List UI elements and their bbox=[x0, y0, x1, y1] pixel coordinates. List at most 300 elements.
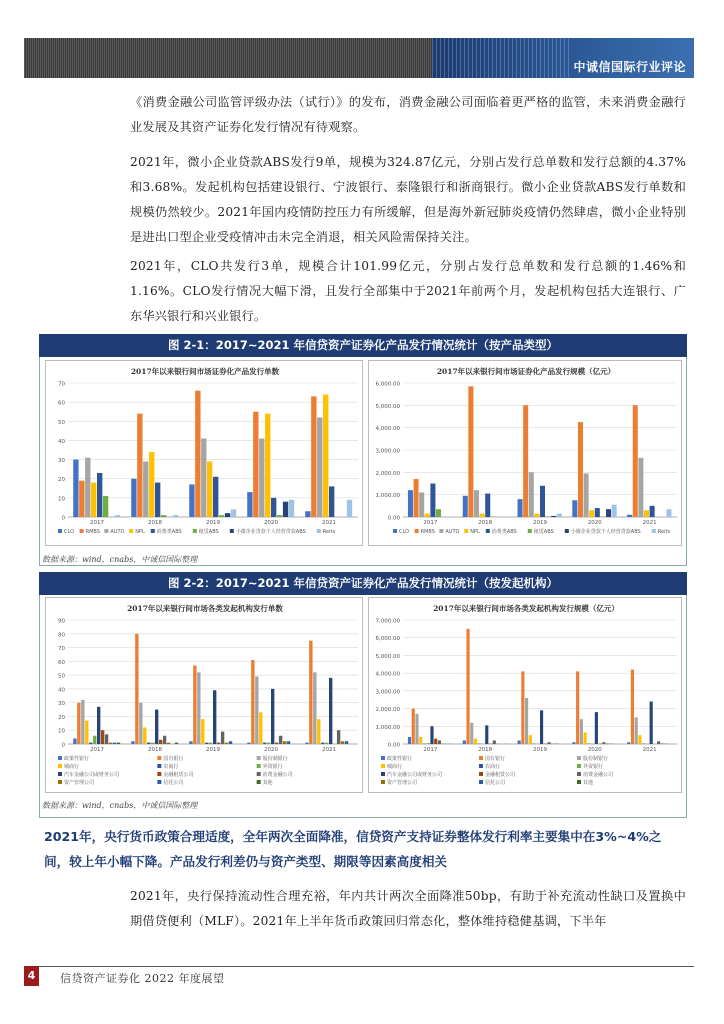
legend-label: 汽车金融公司或财务公司 bbox=[387, 772, 443, 778]
bar-2018-2 bbox=[470, 723, 473, 744]
bar-2019-1 bbox=[195, 391, 200, 517]
x-tick-label: 2019 bbox=[533, 747, 547, 753]
bar-2021-3 bbox=[638, 735, 641, 744]
bar-2018-4 bbox=[155, 483, 160, 517]
legend-swatch bbox=[58, 772, 62, 776]
legend-label: 资产管理公司 bbox=[64, 780, 95, 786]
bar-2021-1 bbox=[309, 641, 312, 744]
bar-2020-6 bbox=[595, 712, 598, 744]
y-tick-label: 0 bbox=[61, 742, 65, 749]
x-tick-label: 2020 bbox=[264, 520, 278, 526]
bar-2019-2 bbox=[525, 698, 528, 744]
bar-2017-1 bbox=[79, 481, 84, 517]
bar-2020-0 bbox=[247, 492, 252, 517]
bar-2020-9 bbox=[283, 741, 286, 744]
page-number: 4 bbox=[24, 966, 39, 986]
bar-2020-7 bbox=[275, 743, 278, 744]
y-tick-label: 10 bbox=[58, 496, 65, 503]
legend-swatch bbox=[257, 756, 261, 760]
legend-swatch bbox=[104, 529, 108, 533]
bar-2020-6 bbox=[283, 502, 288, 517]
bar-2021-3 bbox=[323, 394, 328, 517]
legend-swatch bbox=[157, 772, 161, 776]
bar-2017-1 bbox=[414, 479, 419, 517]
y-tick-label: 3,000.00 bbox=[375, 448, 400, 455]
bar-2021-1 bbox=[633, 405, 638, 517]
bar-2020-4 bbox=[595, 508, 600, 517]
chart-title: 2017年以来银行间市场各类发起机构发行单数 bbox=[127, 604, 283, 613]
y-tick-label: 1,000.00 bbox=[375, 724, 400, 731]
bar-2017-8 bbox=[438, 740, 441, 744]
bar-2020-2 bbox=[580, 719, 583, 744]
legend-swatch bbox=[157, 780, 161, 784]
bar-2019-8 bbox=[221, 732, 224, 744]
legend-swatch bbox=[381, 772, 385, 776]
y-tick-label: 20 bbox=[58, 477, 65, 484]
legend-label: 国有银行 bbox=[163, 756, 184, 762]
y-tick-label: 6,000.00 bbox=[375, 636, 400, 643]
legend-swatch bbox=[464, 529, 468, 533]
x-tick-label: 2018 bbox=[478, 747, 493, 753]
bar-2020-7 bbox=[612, 505, 617, 517]
bar-2018-0 bbox=[463, 496, 468, 517]
bar-2020-1 bbox=[576, 671, 579, 744]
figure-2-source: 数据来源：wind，cnabs，中诚信国际整理 bbox=[42, 801, 198, 810]
bar-2019-3 bbox=[529, 735, 532, 744]
legend-label: 消费金融公司 bbox=[583, 772, 614, 778]
legend-swatch bbox=[381, 756, 385, 760]
bar-2020-3 bbox=[584, 732, 587, 744]
legend-label: 外资银行 bbox=[262, 764, 283, 770]
y-tick-label: 5,000.00 bbox=[375, 403, 400, 410]
y-tick-label: 20 bbox=[58, 714, 65, 721]
bar-2018-7 bbox=[173, 515, 178, 517]
bar-2020-1 bbox=[578, 422, 583, 517]
legend-label: Reits bbox=[657, 529, 671, 535]
legend-label: 金融租赁公司 bbox=[163, 772, 194, 778]
figure-2-title: 图 2-2：2017~2021 年信贷资产证券化产品发行情况统计（按发起机构） bbox=[39, 572, 687, 595]
bar-2017-8 bbox=[105, 734, 108, 744]
bar-2020-6 bbox=[271, 689, 274, 744]
legend-label: 消费类ABS bbox=[491, 529, 517, 535]
legend-label: 小微企业贷款个人经营贷款ABS bbox=[235, 529, 306, 535]
bar-2018-8 bbox=[493, 740, 496, 744]
bar-2019-6 bbox=[540, 710, 543, 744]
bar-2017-7 bbox=[101, 730, 104, 744]
bar-2021-0 bbox=[305, 511, 310, 517]
legend-label: 政策性银行 bbox=[64, 756, 90, 762]
legend-swatch bbox=[528, 529, 532, 533]
bar-2018-8 bbox=[163, 736, 166, 744]
x-tick-label: 2020 bbox=[587, 747, 602, 753]
legend-label: 其他 bbox=[583, 780, 594, 786]
bar-2019-0 bbox=[518, 499, 523, 517]
bar-2021-4 bbox=[321, 743, 324, 744]
legend-label: CLO bbox=[64, 529, 75, 535]
bar-2021-1 bbox=[631, 670, 634, 744]
bar-2020-8 bbox=[602, 742, 605, 744]
legend-label: RMBS bbox=[85, 529, 100, 535]
legend-label: 股份制银行 bbox=[262, 756, 288, 762]
legend-label: 外资银行 bbox=[583, 764, 604, 770]
bar-2017-3 bbox=[85, 721, 88, 744]
y-tick-label: 3,000.00 bbox=[375, 689, 400, 696]
legend-swatch bbox=[58, 764, 62, 768]
bar-2017-7 bbox=[434, 739, 437, 744]
bar-2020-6 bbox=[606, 509, 611, 517]
bar-2021-6 bbox=[329, 678, 332, 744]
bar-2017-2 bbox=[81, 700, 84, 744]
bar-2021-2 bbox=[638, 458, 643, 517]
bar-2020-5 bbox=[267, 743, 270, 744]
bar-2019-10 bbox=[229, 741, 232, 744]
bar-2018-3 bbox=[143, 727, 146, 744]
figure-1-title: 图 2-1：2017~2021 年信贷资产证券化产品发行情况统计（按产品类型） bbox=[39, 334, 687, 357]
y-tick-label: 80 bbox=[58, 632, 65, 639]
bar-2021-4 bbox=[650, 506, 655, 517]
highlight-paragraph: 2021年，央行货币政策合理适度，全年两次全面降准，信贷资产支持证券整体发行利率主要集中在3%~4%之间，较上年小幅下降。产品发行利差仍与资产类型、期限等因素高度相关 bbox=[44, 829, 662, 869]
bar-2018-0 bbox=[463, 740, 466, 744]
bar-2019-4 bbox=[540, 486, 545, 517]
bar-2018-1 bbox=[137, 414, 142, 517]
chart-1-panel bbox=[45, 360, 363, 546]
bar-2019-1 bbox=[521, 671, 524, 744]
chart-3-units-by-issuer bbox=[46, 598, 364, 794]
legend-swatch bbox=[157, 756, 161, 760]
legend-swatch bbox=[151, 529, 155, 533]
x-tick-label: 2018 bbox=[148, 520, 162, 526]
bar-2019-5 bbox=[219, 515, 224, 517]
legend-swatch bbox=[257, 780, 261, 784]
bar-2021-3 bbox=[317, 719, 320, 744]
bar-2018-1 bbox=[466, 629, 469, 744]
legend-label: 资产管理公司 bbox=[387, 780, 418, 786]
legend-swatch bbox=[577, 764, 581, 768]
legend-label: 汽车金融公司或财务公司 bbox=[64, 772, 120, 778]
legend-swatch bbox=[577, 756, 581, 760]
bar-2019-6 bbox=[213, 690, 216, 744]
bar-2018-5 bbox=[161, 515, 166, 517]
legend-label: 租赁ABS bbox=[198, 529, 219, 535]
y-tick-label: 30 bbox=[58, 701, 65, 708]
legend-swatch bbox=[317, 529, 321, 533]
y-tick-label: 4,000.00 bbox=[375, 426, 400, 433]
y-tick-label: 50 bbox=[58, 673, 65, 680]
bar-2020-3 bbox=[589, 510, 594, 517]
bar-2018-11 bbox=[175, 743, 178, 744]
bar-2018-3 bbox=[149, 452, 154, 517]
x-tick-label: 2021 bbox=[642, 747, 657, 753]
bar-2021-2 bbox=[313, 672, 316, 744]
chart-title: 2017年以来银行间市场各类发起机构发行规模（亿元） bbox=[433, 604, 619, 613]
legend-label: 消费金融公司 bbox=[262, 772, 293, 778]
legend-label: AUTO bbox=[110, 529, 125, 535]
header-title: 中诚信国际行业评论 bbox=[573, 60, 686, 74]
bar-2019-1 bbox=[523, 405, 528, 517]
bar-2019-0 bbox=[518, 740, 521, 744]
bar-2021-0 bbox=[627, 515, 632, 517]
bar-2018-1 bbox=[135, 634, 138, 744]
bar-2020-2 bbox=[259, 439, 264, 517]
bar-2017-2 bbox=[85, 458, 90, 517]
figure-1-source: 数据来源：wind，cnabs，中诚信国际整理 bbox=[42, 555, 198, 564]
y-tick-label: 60 bbox=[58, 400, 65, 407]
chart-2-volume-by-product bbox=[369, 361, 683, 547]
chart-1-units-by-product bbox=[46, 361, 364, 547]
bar-2021-9 bbox=[661, 743, 664, 744]
legend-swatch bbox=[577, 772, 581, 776]
y-tick-label: 0.00 bbox=[387, 515, 400, 522]
bar-2021-9 bbox=[341, 741, 344, 744]
bar-2019-6 bbox=[551, 516, 556, 517]
y-tick-label: 4,000.00 bbox=[375, 671, 400, 678]
bar-2017-0 bbox=[408, 490, 413, 517]
bar-2020-4 bbox=[263, 743, 266, 744]
bar-2020-3 bbox=[265, 414, 270, 517]
bar-2021-8 bbox=[657, 741, 660, 744]
bar-2020-3 bbox=[259, 712, 262, 744]
bar-2020-10 bbox=[287, 741, 290, 744]
legend-label: 农商行 bbox=[163, 764, 179, 770]
x-tick-label: 2020 bbox=[587, 520, 602, 526]
bar-2018-2 bbox=[143, 461, 148, 517]
legend-swatch bbox=[129, 529, 133, 533]
y-tick-label: 40 bbox=[58, 687, 65, 694]
legend-label: 小微企业贷款个人经营贷款ABS bbox=[570, 529, 641, 535]
bar-2017-3 bbox=[425, 514, 430, 517]
legend-swatch bbox=[80, 529, 84, 533]
bar-2019-3 bbox=[207, 461, 212, 517]
bar-2018-7 bbox=[159, 740, 162, 744]
legend-swatch bbox=[381, 780, 385, 784]
legend-swatch bbox=[58, 529, 62, 533]
y-tick-label: 2,000.00 bbox=[375, 707, 400, 714]
legend-label: 城商行 bbox=[64, 764, 80, 770]
bar-2020-8 bbox=[279, 736, 282, 744]
x-tick-label: 2017 bbox=[90, 520, 104, 526]
legend-label: 租赁ABS bbox=[533, 529, 554, 535]
bar-2021-3 bbox=[644, 510, 649, 517]
y-tick-label: 70 bbox=[58, 381, 65, 388]
legend-swatch bbox=[565, 529, 569, 533]
y-tick-label: 2,000.00 bbox=[375, 470, 400, 477]
legend-swatch bbox=[157, 764, 161, 768]
bar-2017-0 bbox=[408, 737, 411, 744]
legend-label: Reits bbox=[322, 529, 336, 535]
bar-2019-3 bbox=[534, 514, 539, 517]
bar-2021-7 bbox=[666, 509, 671, 517]
y-tick-label: 90 bbox=[58, 618, 65, 625]
chart-3-panel bbox=[45, 597, 363, 793]
legend-swatch bbox=[393, 529, 397, 533]
bar-2021-5 bbox=[325, 743, 328, 744]
legend-label: 股份制银行 bbox=[583, 756, 609, 762]
bar-2019-5 bbox=[209, 743, 212, 744]
bar-2019-1 bbox=[193, 665, 196, 744]
bar-2021-6 bbox=[650, 701, 653, 744]
bar-2018-0 bbox=[131, 479, 136, 517]
legend-swatch bbox=[439, 529, 443, 533]
bar-2017-5 bbox=[427, 743, 430, 744]
bar-2018-3 bbox=[480, 514, 485, 517]
legend-label: 国有银行 bbox=[485, 756, 506, 762]
y-tick-label: 50 bbox=[58, 419, 65, 426]
legend-swatch bbox=[381, 764, 385, 768]
x-tick-label: 2017 bbox=[423, 520, 438, 526]
x-tick-label: 2019 bbox=[206, 747, 220, 753]
legend-label: NPL bbox=[470, 529, 480, 535]
bar-2020-2 bbox=[255, 676, 258, 744]
bar-2017-10 bbox=[113, 743, 116, 744]
bar-2017-5 bbox=[103, 496, 108, 517]
bar-2017-4 bbox=[97, 473, 102, 517]
bar-2017-2 bbox=[415, 714, 418, 744]
legend-label: 政策性银行 bbox=[387, 756, 413, 762]
footer-divider bbox=[24, 966, 694, 967]
bar-2020-1 bbox=[253, 412, 258, 517]
chart-4-panel bbox=[368, 597, 682, 793]
bar-2017-0 bbox=[73, 460, 78, 517]
bar-2021-1 bbox=[311, 396, 316, 517]
bar-2019-7 bbox=[231, 509, 236, 517]
bar-2020-0 bbox=[247, 743, 250, 744]
legend-swatch bbox=[230, 529, 234, 533]
x-tick-label: 2021 bbox=[642, 520, 657, 526]
chart-title: 2017年以来银行间市场证券化产品发行规模（亿元） bbox=[436, 367, 616, 376]
bar-2018-2 bbox=[139, 703, 142, 744]
y-tick-label: 1,000.00 bbox=[375, 493, 400, 500]
y-tick-label: 6,000.00 bbox=[375, 381, 400, 388]
bar-2019-2 bbox=[197, 672, 200, 744]
legend-label: 金融租赁公司 bbox=[485, 772, 516, 778]
bar-2017-3 bbox=[419, 737, 422, 744]
legend-label: 农商行 bbox=[485, 764, 501, 770]
x-tick-label: 2017 bbox=[90, 747, 104, 753]
paragraph-4: 2021年，央行保持流动性合理充裕，年内共计两次全面降准50bp，有助于补充流动性缺口及置换中期借贷便利（MLF）。2021年上半年货币政策回归常态化，整体维持稳健基调，下半年 bbox=[130, 889, 686, 928]
header-band bbox=[24, 38, 694, 78]
y-tick-label: 30 bbox=[58, 458, 65, 465]
bar-2020-0 bbox=[572, 500, 577, 517]
bar-2019-4 bbox=[213, 477, 218, 517]
bar-2017-3 bbox=[91, 483, 96, 517]
bar-2019-0 bbox=[189, 741, 192, 744]
header-decoration bbox=[432, 38, 572, 78]
bar-2021-4 bbox=[329, 486, 334, 517]
y-tick-label: 40 bbox=[58, 438, 65, 445]
legend-label: AUTO bbox=[445, 529, 460, 535]
y-tick-label: 7,000.00 bbox=[375, 618, 400, 625]
bar-2020-2 bbox=[584, 473, 589, 517]
bar-2017-7 bbox=[115, 515, 120, 517]
legend-label: CLO bbox=[399, 529, 410, 535]
bar-2021-8 bbox=[337, 730, 340, 744]
bar-2018-6 bbox=[485, 725, 488, 744]
bar-2021-2 bbox=[317, 417, 322, 517]
legend-swatch bbox=[479, 764, 483, 768]
y-tick-label: 0.00 bbox=[387, 742, 400, 749]
bar-2017-6 bbox=[430, 726, 433, 744]
bar-2019-9 bbox=[225, 743, 228, 744]
bar-2018-5 bbox=[151, 743, 154, 744]
x-tick-label: 2019 bbox=[533, 520, 547, 526]
bar-2020-4 bbox=[271, 498, 276, 517]
bar-2017-1 bbox=[77, 703, 80, 744]
bar-2017-0 bbox=[73, 738, 76, 744]
legend-label: NPL bbox=[135, 529, 145, 535]
y-tick-label: 0 bbox=[61, 515, 65, 522]
x-tick-label: 2021 bbox=[322, 520, 336, 526]
legend-swatch bbox=[577, 780, 581, 784]
bar-2019-7 bbox=[557, 514, 562, 517]
legend-label: 信托公司 bbox=[163, 780, 184, 786]
bar-2019-2 bbox=[529, 472, 534, 517]
x-tick-label: 2018 bbox=[148, 747, 162, 753]
y-tick-label: 10 bbox=[58, 728, 65, 735]
legend-label: 消费类ABS bbox=[156, 529, 182, 535]
bar-2018-3 bbox=[474, 739, 477, 744]
y-tick-label: 70 bbox=[58, 646, 65, 653]
x-tick-label: 2019 bbox=[206, 520, 220, 526]
legend-swatch bbox=[479, 756, 483, 760]
bar-2019-8 bbox=[547, 742, 550, 744]
legend-label: 其他 bbox=[262, 780, 273, 786]
bar-2017-2 bbox=[419, 492, 424, 517]
legend-swatch bbox=[257, 772, 261, 776]
bar-2019-2 bbox=[201, 439, 206, 517]
legend-swatch bbox=[58, 780, 62, 784]
legend-swatch bbox=[479, 780, 483, 784]
paragraph-2: 2021年，微小企业贷款ABS发行9单，规模为324.87亿元，分别占发行总单数和发行总额的4.37%和3.68%。发起机构包括建设银行、宁波银行、泰隆银行和浙商银行。微小企业贷款ABS发行单数和规模仍然较少。2021年国内疫情防控压力有所缓解，但是海外新冠肺炎疫情仍然肆虐，微小企业特别是进出口型企业受疫情冲击未完全消退，相关风险需保持关注。 bbox=[130, 155, 686, 244]
bar-2018-6 bbox=[155, 710, 158, 744]
legend-label: RMBS bbox=[420, 529, 435, 535]
y-tick-label: 5,000.00 bbox=[375, 653, 400, 660]
x-tick-label: 2017 bbox=[423, 747, 438, 753]
footer-title: 信贷资产证券化 2022 年度展望 bbox=[60, 972, 225, 985]
bar-2021-7 bbox=[347, 500, 352, 517]
bar-2018-4 bbox=[485, 494, 490, 517]
legend-swatch bbox=[652, 529, 656, 533]
legend-swatch bbox=[257, 764, 261, 768]
chart-4-volume-by-issuer bbox=[369, 598, 683, 794]
bar-2020-7 bbox=[289, 500, 294, 517]
bar-2018-2 bbox=[474, 490, 479, 517]
bar-2021-2 bbox=[635, 717, 638, 744]
bar-2019-7 bbox=[217, 743, 220, 744]
paragraph-3: 2021年，CLO共发行3单，规模合计101.99亿元，分别占发行总单数和发行总额的1.46%和1.16%。CLO发行情况大幅下滑，且发行全部集中于2021年前两个月，发起机构包括大连银行、广东华兴银行和兴业银行。 bbox=[130, 259, 686, 323]
bar-2017-9 bbox=[109, 743, 112, 744]
bar-2019-6 bbox=[225, 513, 230, 517]
bar-2017-4 bbox=[89, 743, 92, 744]
x-tick-label: 2018 bbox=[478, 520, 493, 526]
bar-2017-11 bbox=[117, 743, 120, 744]
bar-2018-0 bbox=[131, 741, 134, 744]
legend-swatch bbox=[486, 529, 490, 533]
bar-2017-1 bbox=[412, 709, 415, 744]
x-tick-label: 2020 bbox=[264, 747, 278, 753]
bar-2017-5 bbox=[93, 736, 96, 744]
bar-2018-4 bbox=[147, 743, 150, 744]
bar-2021-10 bbox=[345, 741, 348, 744]
legend-label: 城商行 bbox=[387, 764, 403, 770]
legend-swatch bbox=[58, 756, 62, 760]
bar-2021-0 bbox=[627, 742, 630, 744]
legend-label: 信托公司 bbox=[485, 780, 506, 786]
chart-2-panel bbox=[368, 360, 682, 546]
bar-2018-1 bbox=[468, 386, 473, 517]
x-tick-label: 2021 bbox=[322, 747, 336, 753]
bar-2017-5 bbox=[436, 509, 441, 517]
header-banner bbox=[432, 38, 694, 78]
